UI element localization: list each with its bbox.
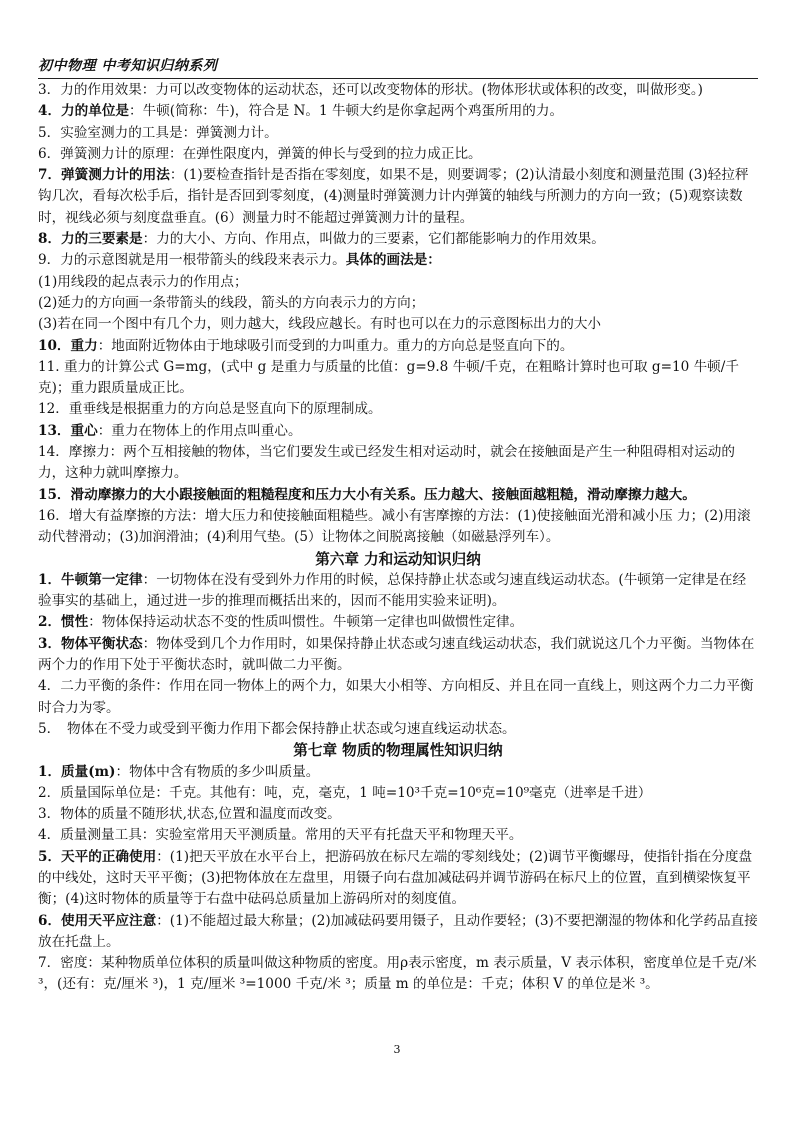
chapter-heading: 第七章 物质的物理属性知识归纳 <box>293 742 503 760</box>
paragraph-text: 3．物体的质量不随形状,状态,位置和温度而改变。 <box>38 806 341 823</box>
paragraph <box>38 399 758 420</box>
paragraph <box>38 612 758 633</box>
paragraph-text: ：(1)要检查指针是否指在零刻度，如果不是，则要调零；(2)认清最小刻度和测量范围 (3)轻拉秤钩几次，看每次松手后，指针是否回到零刻度，(4)测量时弹簧测力计内弹簧的轴线与所测力的方向一致；(5)观察读数时，视线必须与刻度盘垂直。(6）测量力时不能超过弹簧测力计的量程。 <box>38 167 749 226</box>
paragraph-term: 1．牛顿第一定律 <box>38 571 143 588</box>
paragraph <box>38 506 758 549</box>
paragraph-text: ：(1)不能超过最大称量；(2)加减砝码要用镊子，且动作要轻；(3)不要把潮湿的物体和化学药品直接放在托盘上。 <box>38 912 758 950</box>
paragraph <box>38 123 758 144</box>
paragraph-text: (2)延力的方向画一条带箭头的线段，箭头的方向表示力的方向； <box>38 294 425 311</box>
page-header <box>38 56 758 79</box>
paragraph <box>38 570 758 613</box>
paragraph-text: (1)用线段的起点表示力的作用点； <box>38 273 248 290</box>
paragraph-term: 1．质量(m) <box>38 763 116 780</box>
paragraph <box>38 953 758 996</box>
paragraph-text: 12．重垂线是根据重力的方向总是竖直向下的原理制成。 <box>38 401 382 418</box>
paragraph-text: ：(1)把天平放在水平台上，把游码放在标尺左端的零刻线处；(2)调节平衡螺母，使指针指在分度盘的中线处，这时天平平衡；(3)把物体放在左盘里，用镊子向右盘加减砝码并调节游码在标尺上的位置，直到横梁恢复平衡；(4)这时物体的质量等于右盘中砝码总质量加上游码所对的刻度值。 <box>38 848 753 908</box>
paragraph-text: 4．二力平衡的条件：作用在同一物体上的两个力，如果大小相等、方向相反、并且在同一直线上，则这两个力二力平衡时合力为零。 <box>38 678 754 716</box>
paragraph-term: 4．力的单位是 <box>38 103 130 120</box>
paragraph-term: 8．力的三要素是 <box>38 231 143 248</box>
paragraph <box>38 762 758 783</box>
paragraph-term: 15．滑动摩擦力的大小跟接触面的粗糙程度和压力大小有关系。压力越大、接触面越粗糙，滑动摩擦力越大。 <box>38 486 696 503</box>
paragraph <box>38 229 758 250</box>
paragraph <box>38 144 758 165</box>
paragraph <box>38 804 758 825</box>
paragraph-text: 3．力的作用效果：力可以改变物体的运动状态，还可以改变物体的形状。(物体形状或体积的改变，叫做形变。) <box>38 82 703 98</box>
paragraph-text: 6．弹簧测力计的原理：在弹性限度内，弹簧的伸长与受到的拉力成正比。 <box>38 145 482 162</box>
paragraph-term: 具体的画法是： <box>345 252 441 269</box>
paragraph <box>38 634 758 677</box>
paragraph-text: ：牛顿(简称：牛)，符合是 N。1 牛顿大约是你拿起两个鸡蛋所用的力。 <box>129 103 564 120</box>
paragraph <box>38 165 758 229</box>
paragraph-term: 7．弹簧测力计的用法 <box>38 167 170 184</box>
paragraph-text: ：物体受到几个力作用时，如果保持静止状态或匀速直线运动状态，我们就说这几个力平衡。当物体在两个力的作用下处于平衡状态时，就叫做二力平衡。 <box>38 635 755 674</box>
paragraph-term: 2．惯性 <box>38 614 89 631</box>
paragraph-text: ：力的大小、方向、作用点，叫做力的三要素，它们都能影响力的作用效果。 <box>142 231 605 248</box>
paragraph-term: 6．使用天平应注意 <box>38 912 157 929</box>
paragraph <box>38 336 758 357</box>
header-title: 初中物理 中考知识归纳系列 <box>38 58 218 74</box>
paragraph <box>38 783 758 804</box>
paragraph <box>38 485 758 506</box>
paragraph-text: 5．实验室测力的工具是：弹簧测力计。 <box>38 124 278 141</box>
paragraph-text: 9．力的示意图就是用一根带箭头的线段来表示力。 <box>38 252 346 269</box>
paragraph-term: 5．天平的正确使用 <box>38 848 157 865</box>
paragraph-text: ：物体中含有物质的多少叫质量。 <box>115 763 320 780</box>
paragraph-text: ：重力在物体上的作用点叫重心。 <box>97 422 302 439</box>
paragraph <box>38 357 758 400</box>
paragraph <box>38 421 758 442</box>
paragraph-term: 10．重力 <box>38 337 98 354</box>
paragraph <box>38 911 758 954</box>
paragraph <box>38 293 758 314</box>
paragraph <box>38 847 758 911</box>
paragraph-text: 11. 重力的计算公式 G=mg，(式中 g 是重力与质量的比值：g=9.8 牛顿/千克，在粗略计算时也可取 g=10 牛顿/千克)；重力跟质量成正比。 <box>38 358 739 397</box>
paragraph-text: ：物体保持运动状态不变的性质叫惯性。牛顿第一定律也叫做惯性定律。 <box>88 614 524 631</box>
paragraph <box>38 101 758 122</box>
paragraph-text: (3)若在同一个图中有几个力，则力越大，线段应越长。有时也可以在力的示意图标出力的大小 <box>38 316 602 333</box>
paragraph <box>38 676 758 719</box>
paragraph <box>38 719 758 740</box>
paragraph <box>38 80 758 101</box>
paragraph <box>38 272 758 293</box>
paragraph-text: 4．质量测量工具：实验室常用天平测质量。常用的天平有托盘天平和物理天平。 <box>38 827 523 844</box>
paragraph-text: 2．质量国际单位是：千克。其他有：吨，克，毫克，1 吨=10³千克=10⁶克=10⁹毫克（进率是千进） <box>38 784 652 801</box>
paragraph-text: ：地面附近物体由于地球吸引而受到的力叫重力。重力的方向总是竖直向下的。 <box>97 337 574 354</box>
paragraph-term: 13．重心 <box>38 422 98 439</box>
paragraph-text: ：一切物体在没有受到外力作用的时候，总保持静止状态或匀速直线运动状态。(牛顿第一定律是在经验事实的基础上，通过进一步的推理而概括出来的，因而不能用实验来证明)。 <box>38 571 747 610</box>
paragraph <box>38 825 758 846</box>
document-body <box>38 80 758 996</box>
chapter-heading: 第六章 力和运动知识归纳 <box>315 550 481 568</box>
paragraph <box>38 250 758 271</box>
paragraph-text: 16．增大有益摩擦的方法：增大压力和使接触面粗糙些。减小有害摩擦的方法：(1)使接触面光滑和减小压 力；(2)用滚动代替滑动；(3)加润滑油；(4)利用气垫。(5）让物体之间脱离接触（如磁悬浮列车）。 <box>38 507 751 546</box>
paragraph <box>38 314 758 335</box>
paragraph-text: 14．摩擦力：两个互相接触的物体，当它们要发生或已经发生相对运动时，就会在接触面是产生一种阻碍相对运动的力，这种力就叫摩擦力。 <box>38 444 735 482</box>
paragraph-text: 5． 物体在不受力或受到平衡力作用下都会保持静止状态或匀速直线运动状态。 <box>38 720 516 737</box>
paragraph <box>38 442 758 485</box>
paragraph-term: 3．物体平衡状态 <box>38 635 143 652</box>
page-number: 3 <box>393 1043 401 1056</box>
paragraph-text: 7．密度：某种物质单位体积的质量叫做这种物质的密度。用ρ表示密度，m 表示质量，V 表示体积，密度单位是千克/米 ³，(还有：克/厘米 ³)，1 克/厘米 ³=1000 千克/米 ³；质量 m 的单位是：千克；体积 V 的单位是米 ³。 <box>38 955 757 993</box>
